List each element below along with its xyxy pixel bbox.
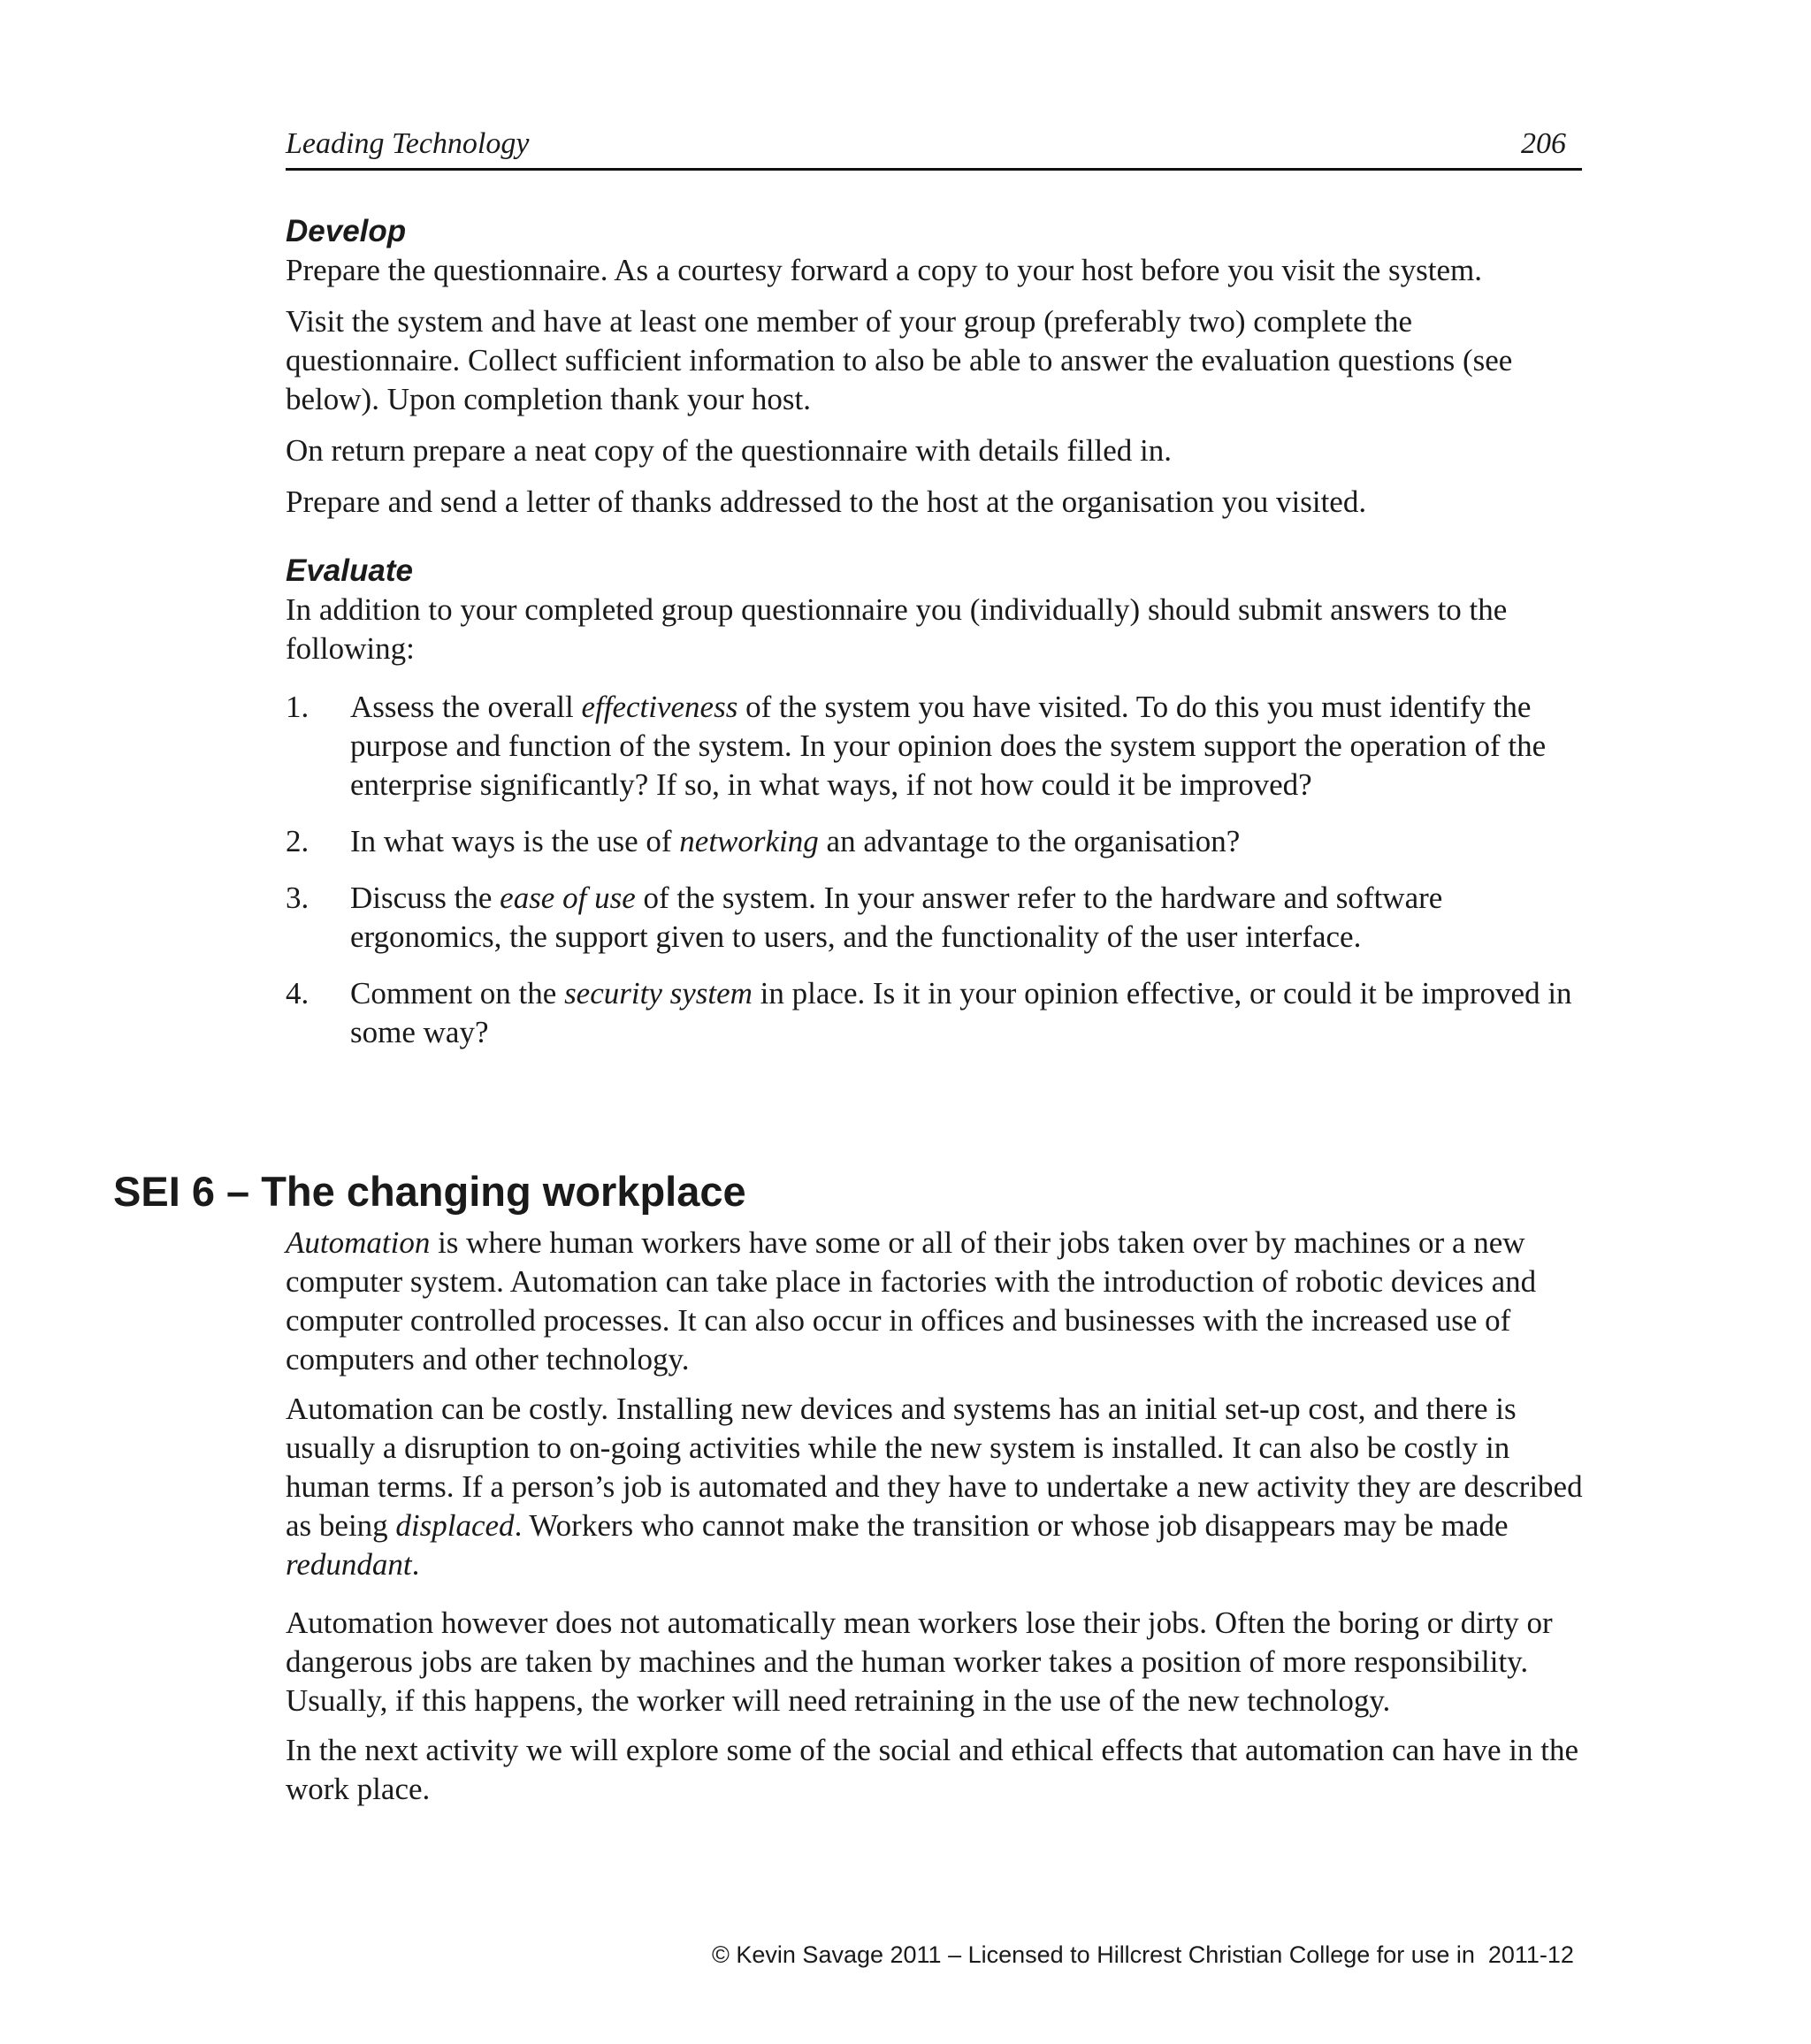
- question-emphasis: ease of use: [500, 881, 636, 915]
- question-number: 1.: [286, 690, 309, 724]
- section-paragraph: Automation can be costly. Installing new devices and systems has an initial set-up cost, and there is usually a disruption to on-going activities while the new system is installed. It can also be costly in human terms. If a person’s job is automated and they have to undertake a new activity they are described as being displaced. Workers who cannot make the transition or whose job disappears may be made redundant.: [286, 1392, 1583, 1582]
- running-header: [286, 124, 1582, 171]
- copyright-footer: © Kevin Savage 2011 – Licensed to Hillcrest Christian College for use in 2011-12: [712, 1941, 1574, 1968]
- develop-paragraph: On return prepare a neat copy of the questionnaire with details filled in.: [286, 433, 1173, 468]
- question-item: 1. Assess the overall effectiveness of the system you have visited. To do this you must identify the purpose and function of the system. In your opinion does the system support the operation of the enterprise significantly? If so, in what ways, if not how could it be improved?: [286, 690, 1547, 802]
- book-title: Leading Technology: [286, 127, 530, 160]
- section-paragraph: Automation is where human workers have some or all of their jobs taken over by machines or a new computer system. Automation can take place in factories with the introduction of robotic devices and computer controlled processes. It can also occur in offices and businesses with the increased use of computers and other technology.: [286, 1225, 1537, 1377]
- page-number: 206: [1521, 127, 1566, 160]
- question-emphasis: networking: [679, 824, 819, 858]
- section-paragraph: In the next activity we will explore some of the social and ethical effects that automation can have in the work place.: [286, 1733, 1579, 1806]
- question-number: 3.: [286, 881, 309, 915]
- develop-heading: Develop: [286, 214, 407, 248]
- evaluate-heading: Evaluate: [286, 553, 413, 588]
- section-spacer: [286, 534, 1586, 552]
- section-body: [286, 1224, 1586, 1819]
- develop-paragraph: Prepare and send a letter of thanks addressed to the host at the organisation you visited.: [286, 484, 1367, 519]
- question-emphasis: effectiveness: [581, 690, 738, 724]
- question-number: 2.: [286, 824, 309, 858]
- section-heading: SEI 6 – The changing workplace: [113, 1168, 746, 1215]
- question-item: 4. Comment on the security system in place. Is it in your opinion effective, or could it be improved in some way?: [286, 976, 1572, 1049]
- question-number: 4.: [286, 976, 309, 1011]
- question-item: 2. In what ways is the use of networking an advantage to the organisation?: [286, 822, 1586, 861]
- evaluation-questions: [286, 688, 1586, 1052]
- section-paragraph: Automation however does not automatically mean workers lose their jobs. Often the boring or dirty or dangerous jobs are taken by machines and the human worker takes a position of more responsibility. Usually, if this happens, the worker will need retraining in the use of the new technology.: [286, 1605, 1553, 1718]
- activity-content: [286, 212, 1586, 1070]
- question-emphasis: security system: [564, 976, 753, 1011]
- evaluate-intro: In addition to your completed group questionnaire you (individually) should submit answers to the following:: [286, 592, 1508, 666]
- develop-paragraph: Prepare the questionnaire. As a courtesy forward a copy to your host before you visit the system.: [286, 253, 1482, 287]
- question-item: 3. Discuss the ease of use of the system. In your answer refer to the hardware and software ergonomics, the support given to users, and the functionality of the user interface.: [286, 881, 1443, 954]
- develop-paragraph: Visit the system and have at least one member of your group (preferably two) complete the questionnaire. Collect sufficient information to also be able to answer the evaluation questions (see below). Upon completion thank your host.: [286, 304, 1513, 416]
